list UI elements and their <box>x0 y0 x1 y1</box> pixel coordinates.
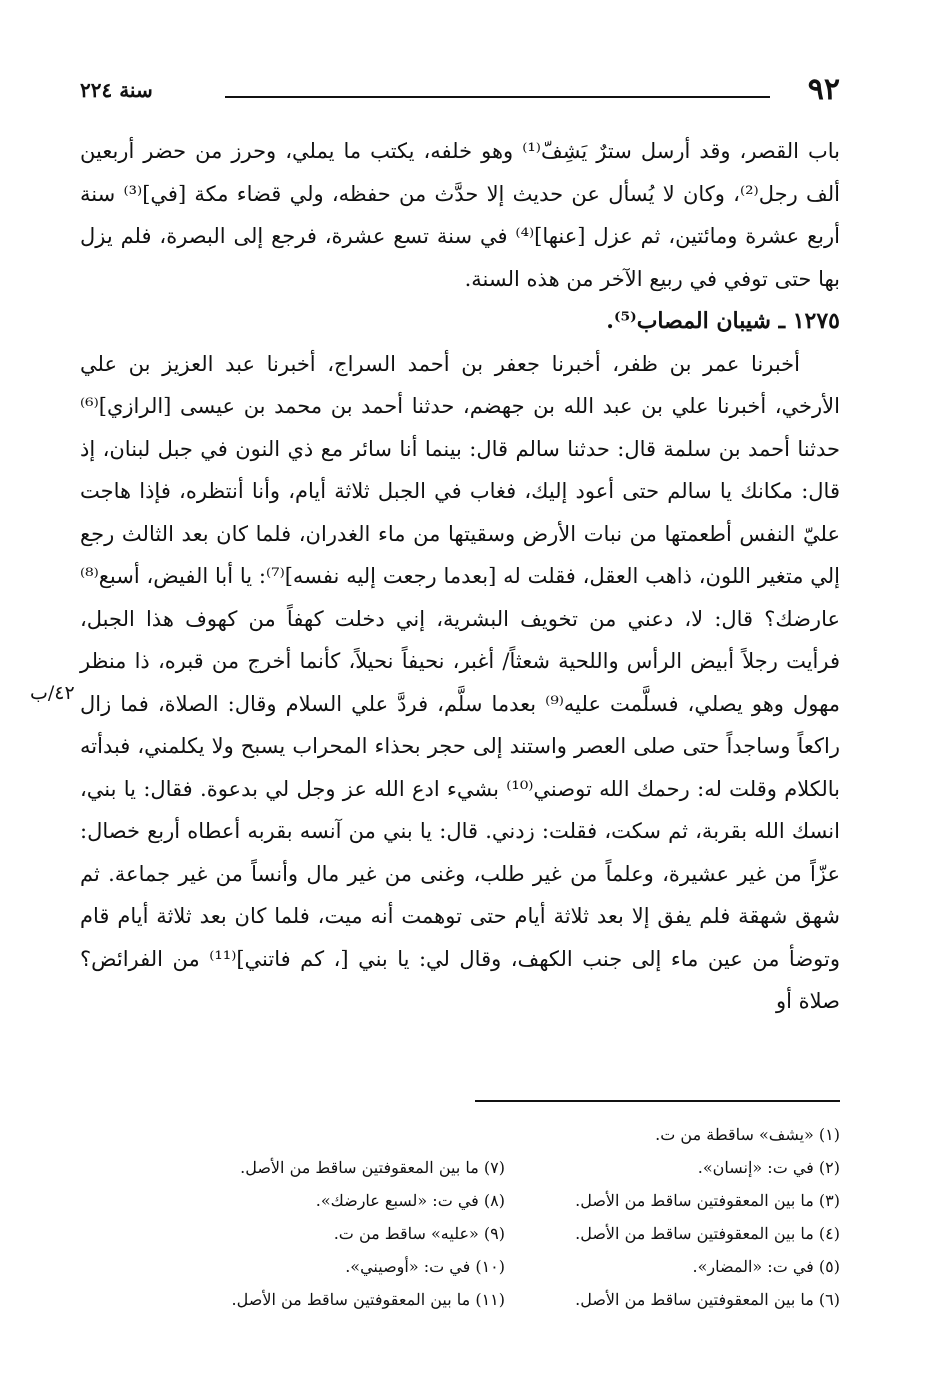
entry-heading: ١٢٧٥ ـ شيبان المصاب⁽⁵⁾. <box>606 308 840 334</box>
paragraph-2: أخبرنا عمر بن ظفر، أخبرنا جعفر بن أحمد السراج، أخبرنا عبد العزيز بن علي الأرخي، أخبرنا علي بن عبد الله بن جهضم، حدثنا أحمد بن محمد بن عيسى [الرازي]⁽⁶⁾ حدثنا أحمد بن سلمة قال: حدثنا سالم قال: بينما أنا سائر مع ذي النون في جبل لبنان، إذ قال: مكانك يا سالم حتى أعود إليك، فغاب في الجبل ثلاثة أيام، وأنا أنتظره، فإذا هاجت عليّ النفس أطعمتها من نبات الأرض وسقيتها من ماء الغدران، فلما كان بعد الثالث رجع إلي متغير اللون، ذاهب العقل، فقلت له [بعدما رجعت إليه نفسه]⁽⁷⁾: يا أبا الفيض، أسبع⁽⁸⁾ عارضك؟ قال: لا، دعني من تخويف البشرية، إني دخلت كهفاً من كهوف هذا الجبل، فرأيت رجلاً أبيض الرأس واللحية شعثاً/ أغبر، نحيفاً نحيلاً، كأنما أخرج من قبره، ذا منظر مهول وهو يصلي، فسلَّمت عليه⁽⁹⁾ بعدما سلَّم، فردَّ علي السلام وقال: الصلاة، فما زال راكعاً وساجداً حتى صلى العصر واستند إلى حجر بحذاء المحراب يسبح ولا يكلمني، فبدأته بالكلام وقلت له: رحمك الله توصني⁽¹⁰⁾ بشيء ادع الله عز وجل لي بدعوة. فقال: يا بني، انسك الله بقربة، ثم سكت، فقلت: زدني. قال: يا بني من آنسه بقربه أعطاه أربع خصال: عزّاً من غير عشيرة، وعلماً من غير طلب، وغنى من غير مال وأنساً من غير جماعة. ثم شهق شهقة فلم يفق إلا بعد ثلاثة أيام حتى توهمت أنه ميت، فلما كان بعد ثلاثة أيام قام وتوضأ من عين ماء إلى جنب الكهف، وقال لي: يا بني [، كم فاتني]⁽¹¹⁾ من الفرائض؟ صلاة أو <box>80 351 841 1013</box>
footnote-11: (١١) ما بين المعقوفتين ساقط من الأصل. <box>231 1290 505 1309</box>
footnote-10: (١٠) في ت: «أوصيني». <box>345 1257 505 1276</box>
footnote-7: (٧) ما بين المعقوفتين ساقط من الأصل. <box>240 1158 505 1177</box>
footnote-9: (٩) «عليه» ساقط من ت. <box>333 1224 505 1243</box>
marginal-folio-note: ٤٢/ب <box>30 682 75 704</box>
paragraph-1: باب القصر، وقد أرسل سترٌ يَشِفّ⁽¹⁾ وهو خلفه، يكتب ما يملي، وحرز من حضر أربعين ألف رجل⁽²⁾، وكان لا يُسأل عن حديث إلا حدَّث من حفظه، ولي قضاء مكة [في]⁽³⁾ سنة أربع عشرة ومائتين، ثم عزل [عنها]⁽⁴⁾ في سنة تسع عشرة، فرجع إلى البصرة، فلم يزل بها حتى توفي في ربيع الآخر من هذه السنة. <box>80 139 841 291</box>
footnote-5: (٥) في ت: «المضار». <box>692 1257 840 1276</box>
footnotes-left-column <box>185 1118 505 1316</box>
running-head: سنة ٢٢٤ <box>80 78 153 102</box>
main-text <box>80 130 840 1023</box>
page-header <box>80 72 840 112</box>
footnotes <box>120 1118 840 1318</box>
footnote-8: (٨) في ت: «لسبع عارضك». <box>315 1191 505 1210</box>
page-number: ٩٢ <box>807 72 840 107</box>
footnote-rule <box>475 1100 840 1102</box>
footnote-6: (٦) ما بين المعقوفتين ساقط من الأصل. <box>575 1290 840 1309</box>
header-rule <box>225 96 770 98</box>
footnote-4: (٤) ما بين المعقوفتين ساقط من الأصل. <box>575 1224 840 1243</box>
footnote-1: (١) «يشف» ساقطة من ت. <box>655 1125 840 1144</box>
footnote-3: (٣) ما بين المعقوفتين ساقط من الأصل. <box>575 1191 840 1210</box>
footnotes-right-column <box>540 1118 840 1316</box>
footnote-2: (٢) في ت: «إنسان». <box>697 1158 840 1177</box>
